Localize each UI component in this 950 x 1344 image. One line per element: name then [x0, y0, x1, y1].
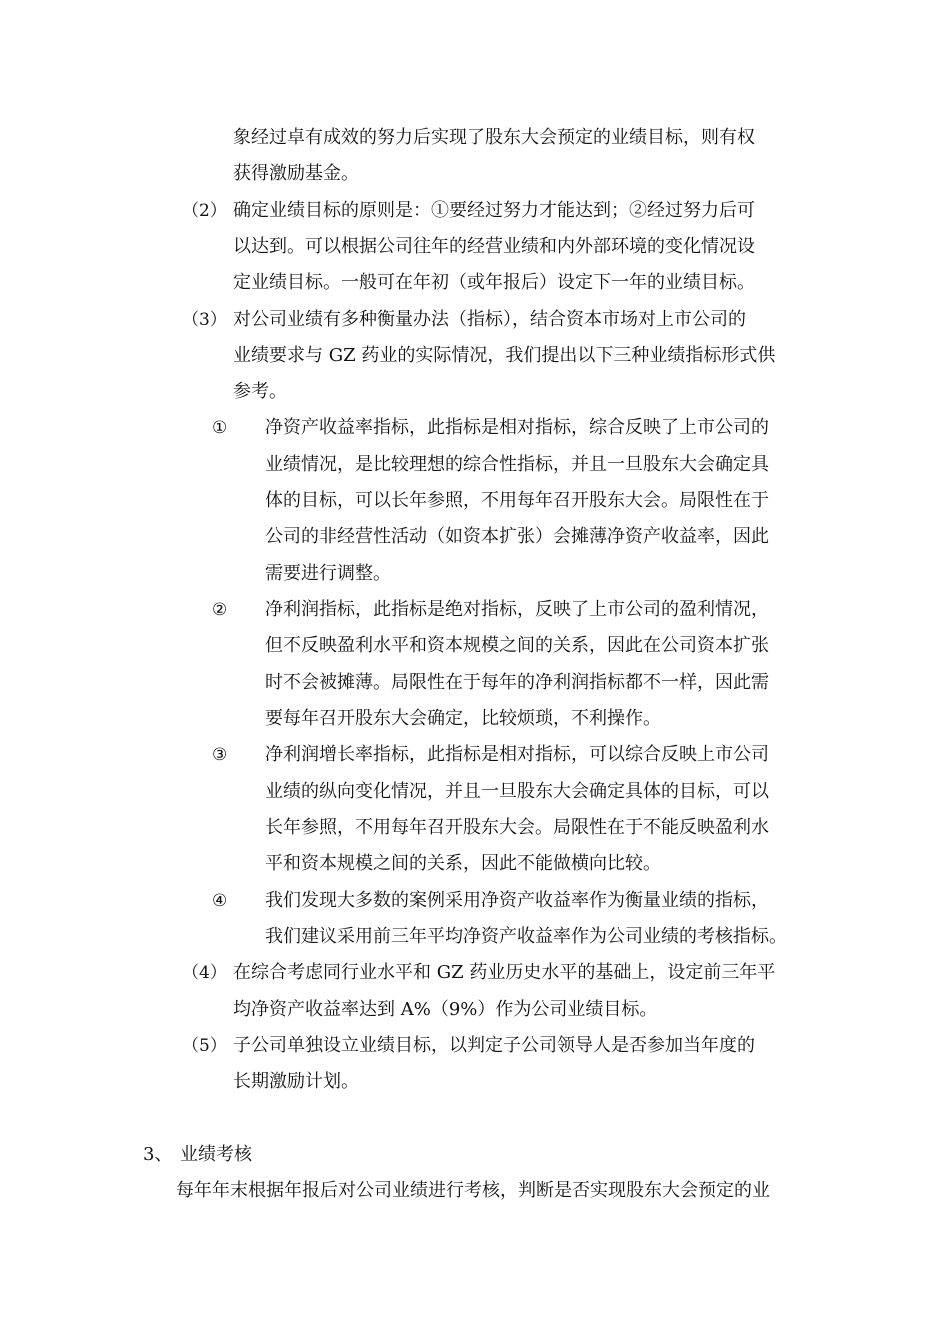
text-line: 业绩要求与 GZ 药业的实际情况，我们提出以下三种业绩指标形式供 [233, 345, 776, 366]
text-line: 业绩情况，是比较理想的综合性指标，并且一旦股东大会确定具 [265, 454, 769, 475]
item-marker: （3） [182, 310, 227, 330]
text-line: 公司的非经营性活动（如资本扩张）会摊薄净资产收益率，因此 [265, 526, 769, 547]
text-line: 参考。 [233, 381, 287, 402]
text-line: 象经过卓有成效的努力后实现了股东大会预定的业绩目标，则有权 [233, 127, 755, 148]
item-marker: （2） [182, 201, 227, 221]
text-line: 获得激励基金。 [233, 163, 359, 184]
text-line: 要每年召开股东大会确定，比较烦琐，不利操作。 [265, 708, 661, 729]
text-line: 平和资本规模之间的关系，因此不能做横向比较。 [265, 853, 661, 874]
text-line: 净利润增长率指标，此指标是相对指标，可以综合反映上市公司 [265, 744, 769, 765]
text-line: 需要进行调整。 [265, 563, 391, 584]
text-line: 我们发现大多数的案例采用净资产收益率作为衡量业绩的指标， [265, 890, 769, 911]
text-line: 定业绩目标。一般可在年初（或年报后）设定下一年的业绩目标。 [233, 272, 755, 293]
paragraph-text: 每年年末根据年报后对公司业绩进行考核，判断是否实现股东大会预定的业 [176, 1180, 770, 1201]
section-number: 3、 [143, 1144, 173, 1165]
text-line: 体的目标，可以长年参照，不用每年召开股东大会。局限性在于 [265, 490, 769, 511]
item-marker: （4） [182, 963, 227, 983]
subitem-marker: ④ [212, 891, 228, 911]
subitem-marker: ③ [212, 745, 228, 765]
text-line: 以达到。可以根据公司往年的经营业绩和内外部环境的变化情况设 [233, 236, 755, 257]
subitem-marker: ① [212, 418, 228, 438]
text-line: 确定业绩目标的原则是：①要经过努力才能达到；②经过努力后可 [233, 200, 755, 221]
text-line: 在综合考虑同行业水平和 GZ 药业历史水平的基础上，设定前三年平 [233, 962, 776, 983]
text-line: 长年参照，不用每年召开股东大会。局限性在于不能反映盈利水 [265, 817, 769, 838]
item-marker: （5） [182, 1036, 227, 1056]
text-line: 但不反映盈利水平和资本规模之间的关系，因此在公司资本扩张 [265, 635, 769, 656]
text-line: 业绩的纵向变化情况，并且一旦股东大会确定具体的目标，可以 [265, 781, 769, 802]
text-line: 时不会被摊薄。局限性在于每年的净利润指标都不一样，因此需 [265, 672, 769, 693]
text-line: 我们建议采用前三年平均净资产收益率作为公司业绩的考核指标。 [265, 926, 787, 947]
text-line: 长期激励计划。 [233, 1071, 359, 1092]
text-line: 净利润指标，此指标是绝对指标，反映了上市公司的盈利情况， [265, 599, 769, 620]
text-line: 净资产收益率指标，此指标是相对指标，综合反映了上市公司的 [265, 417, 769, 438]
text-line: 对公司业绩有多种衡量办法（指标），结合资本市场对上市公司的 [233, 309, 746, 330]
text-line: 均净资产收益率达到 A%（9%）作为公司业绩目标。 [233, 999, 658, 1020]
subitem-marker: ② [212, 600, 228, 620]
text-line: 子公司单独设立业绩目标，以判定子公司领导人是否参加当年度的 [233, 1035, 755, 1056]
section-title: 业绩考核 [180, 1144, 252, 1165]
